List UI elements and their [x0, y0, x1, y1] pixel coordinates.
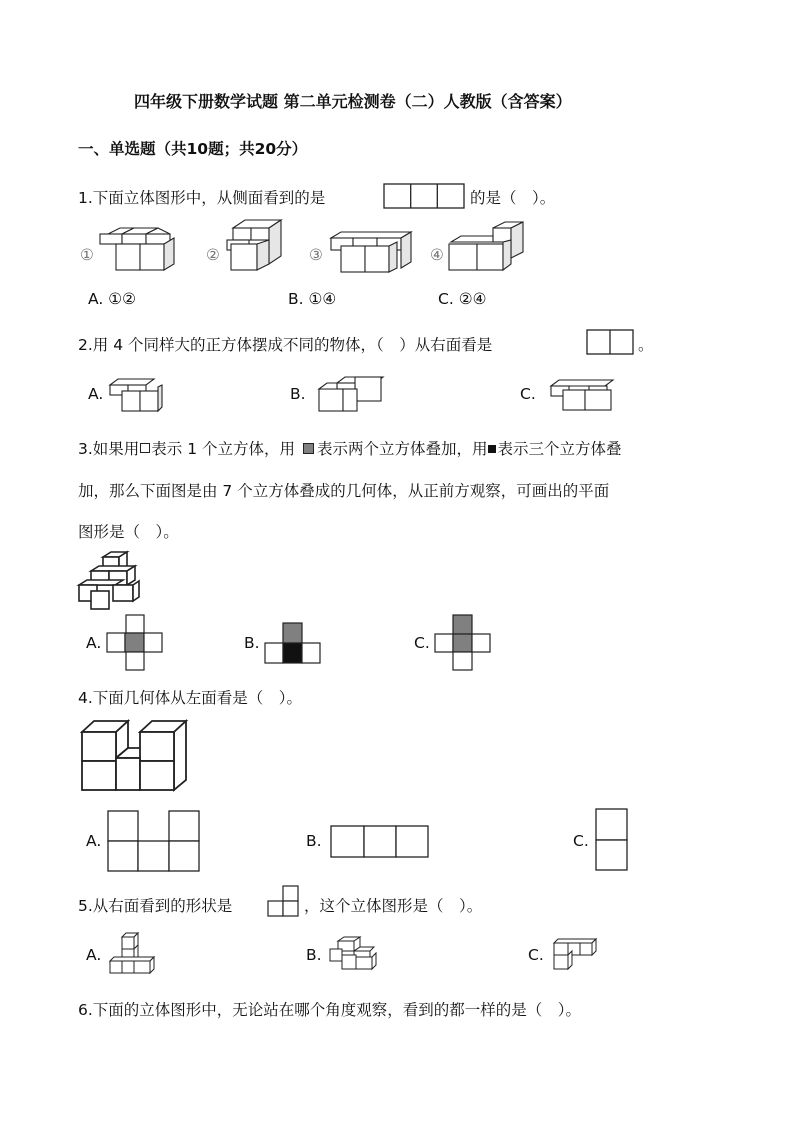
- figure-label-1: ①: [80, 246, 94, 264]
- question-5-stem-b: ，这个立体图形是（ ）。: [304, 897, 483, 915]
- question-3-line-1-a: 3.如果用: [78, 440, 140, 458]
- question-4-option-a[interactable]: A.: [86, 832, 102, 850]
- option-text: ①④: [308, 290, 337, 308]
- question-3-option-b[interactable]: B.: [244, 634, 260, 652]
- question-3-line-1-c: 表示两个立方体叠加，用: [316, 440, 488, 458]
- question-1-side-view-figure: [383, 183, 465, 209]
- question-3-line-1-b: 表示 1 个立方体，用: [151, 440, 296, 458]
- question-3-line-2: 加，那么下面图是由 7 个立方体叠成的几何体，从正前方观察，可画出的平面: [78, 482, 610, 500]
- question-1-stem-a: 1.下面立体图形中，从侧面看到的是: [78, 189, 326, 207]
- question-1-stem: [78, 186, 325, 208]
- question-3-option-a[interactable]: A.: [86, 634, 102, 652]
- section-heading: 一、单选题（共10题；共20分）: [78, 140, 308, 158]
- question-2-option-a-figure: [108, 377, 164, 413]
- question-5-stem-a: 5.从右面看到的形状是: [78, 897, 233, 915]
- question-1-option-a[interactable]: [88, 290, 136, 308]
- question-3-option-c[interactable]: C.: [414, 634, 430, 652]
- question-5-option-b-figure: [328, 935, 378, 973]
- question-2-option-c[interactable]: C.: [520, 385, 536, 403]
- figure-label-2: ②: [206, 246, 220, 264]
- question-5-option-c[interactable]: C.: [528, 946, 544, 964]
- question-4-option-c-figure: [595, 808, 629, 872]
- page-title: 四年级下册数学试题 第二单元检测卷（二）人教版（含答案）: [134, 92, 572, 111]
- option-letter: C.: [438, 290, 454, 308]
- question-1-stem-b: 的是（ ）。: [470, 189, 556, 207]
- question-2-option-b-figure: [317, 375, 387, 413]
- question-3-solid-figure: [77, 551, 141, 611]
- question-2-stem-a: 2.用 4 个同样大的正方体摆成不同的物体，（ ）从右面看是: [78, 336, 493, 354]
- option-text: ②④: [458, 290, 487, 308]
- question-2-option-a[interactable]: A.: [88, 385, 104, 403]
- option-letter: A.: [88, 290, 104, 308]
- question-2-stem-b: 。: [638, 336, 654, 354]
- question-5-option-b[interactable]: B.: [306, 946, 322, 964]
- double-cube-legend-icon: [303, 443, 314, 454]
- option-text: ①②: [108, 290, 136, 308]
- question-5-option-a[interactable]: A.: [86, 946, 102, 964]
- question-1-figure-4: [447, 220, 527, 272]
- single-cube-legend-icon: [140, 443, 150, 453]
- figure-label-4: ④: [430, 246, 444, 264]
- figure-label-3: ③: [309, 246, 323, 264]
- question-2-option-c-figure: [549, 378, 617, 412]
- question-4-option-c[interactable]: C.: [573, 832, 589, 850]
- option-letter: B.: [288, 290, 304, 308]
- question-1-figure-3: [327, 228, 415, 274]
- question-3-option-b-figure: [264, 622, 322, 666]
- question-3-line-3: 图形是（ ）。: [78, 523, 179, 541]
- question-1-option-b[interactable]: [288, 290, 336, 308]
- triple-cube-legend-icon: [488, 445, 496, 453]
- question-3-line-1: [78, 437, 621, 459]
- question-4-stem: 4.下面几何体从左面看是（ ）。: [78, 689, 303, 707]
- question-1-figure-1: [96, 226, 178, 272]
- question-3-option-a-figure: [106, 614, 164, 672]
- question-3-option-c-figure: [434, 614, 492, 672]
- question-4-option-b-figure: [330, 825, 430, 859]
- question-6-stem: 6.下面的立体图形中，无论站在哪个角度观察，看到的都一样的是（ ）。: [78, 1001, 582, 1019]
- question-3-line-1-d: 表示三个立方体叠: [497, 440, 622, 458]
- question-4-solid-figure: [80, 718, 188, 792]
- question-2-option-b[interactable]: B.: [290, 385, 306, 403]
- question-5-option-a-figure: [106, 931, 156, 975]
- question-5-right-view-figure: [267, 885, 301, 919]
- question-4-option-b[interactable]: B.: [306, 832, 322, 850]
- question-1-figure-2: [223, 218, 287, 274]
- question-1-option-c[interactable]: [438, 290, 486, 308]
- question-4-option-a-figure: [107, 810, 201, 872]
- question-5-option-c-figure: [550, 937, 600, 973]
- question-2-right-view-figure: [586, 329, 634, 355]
